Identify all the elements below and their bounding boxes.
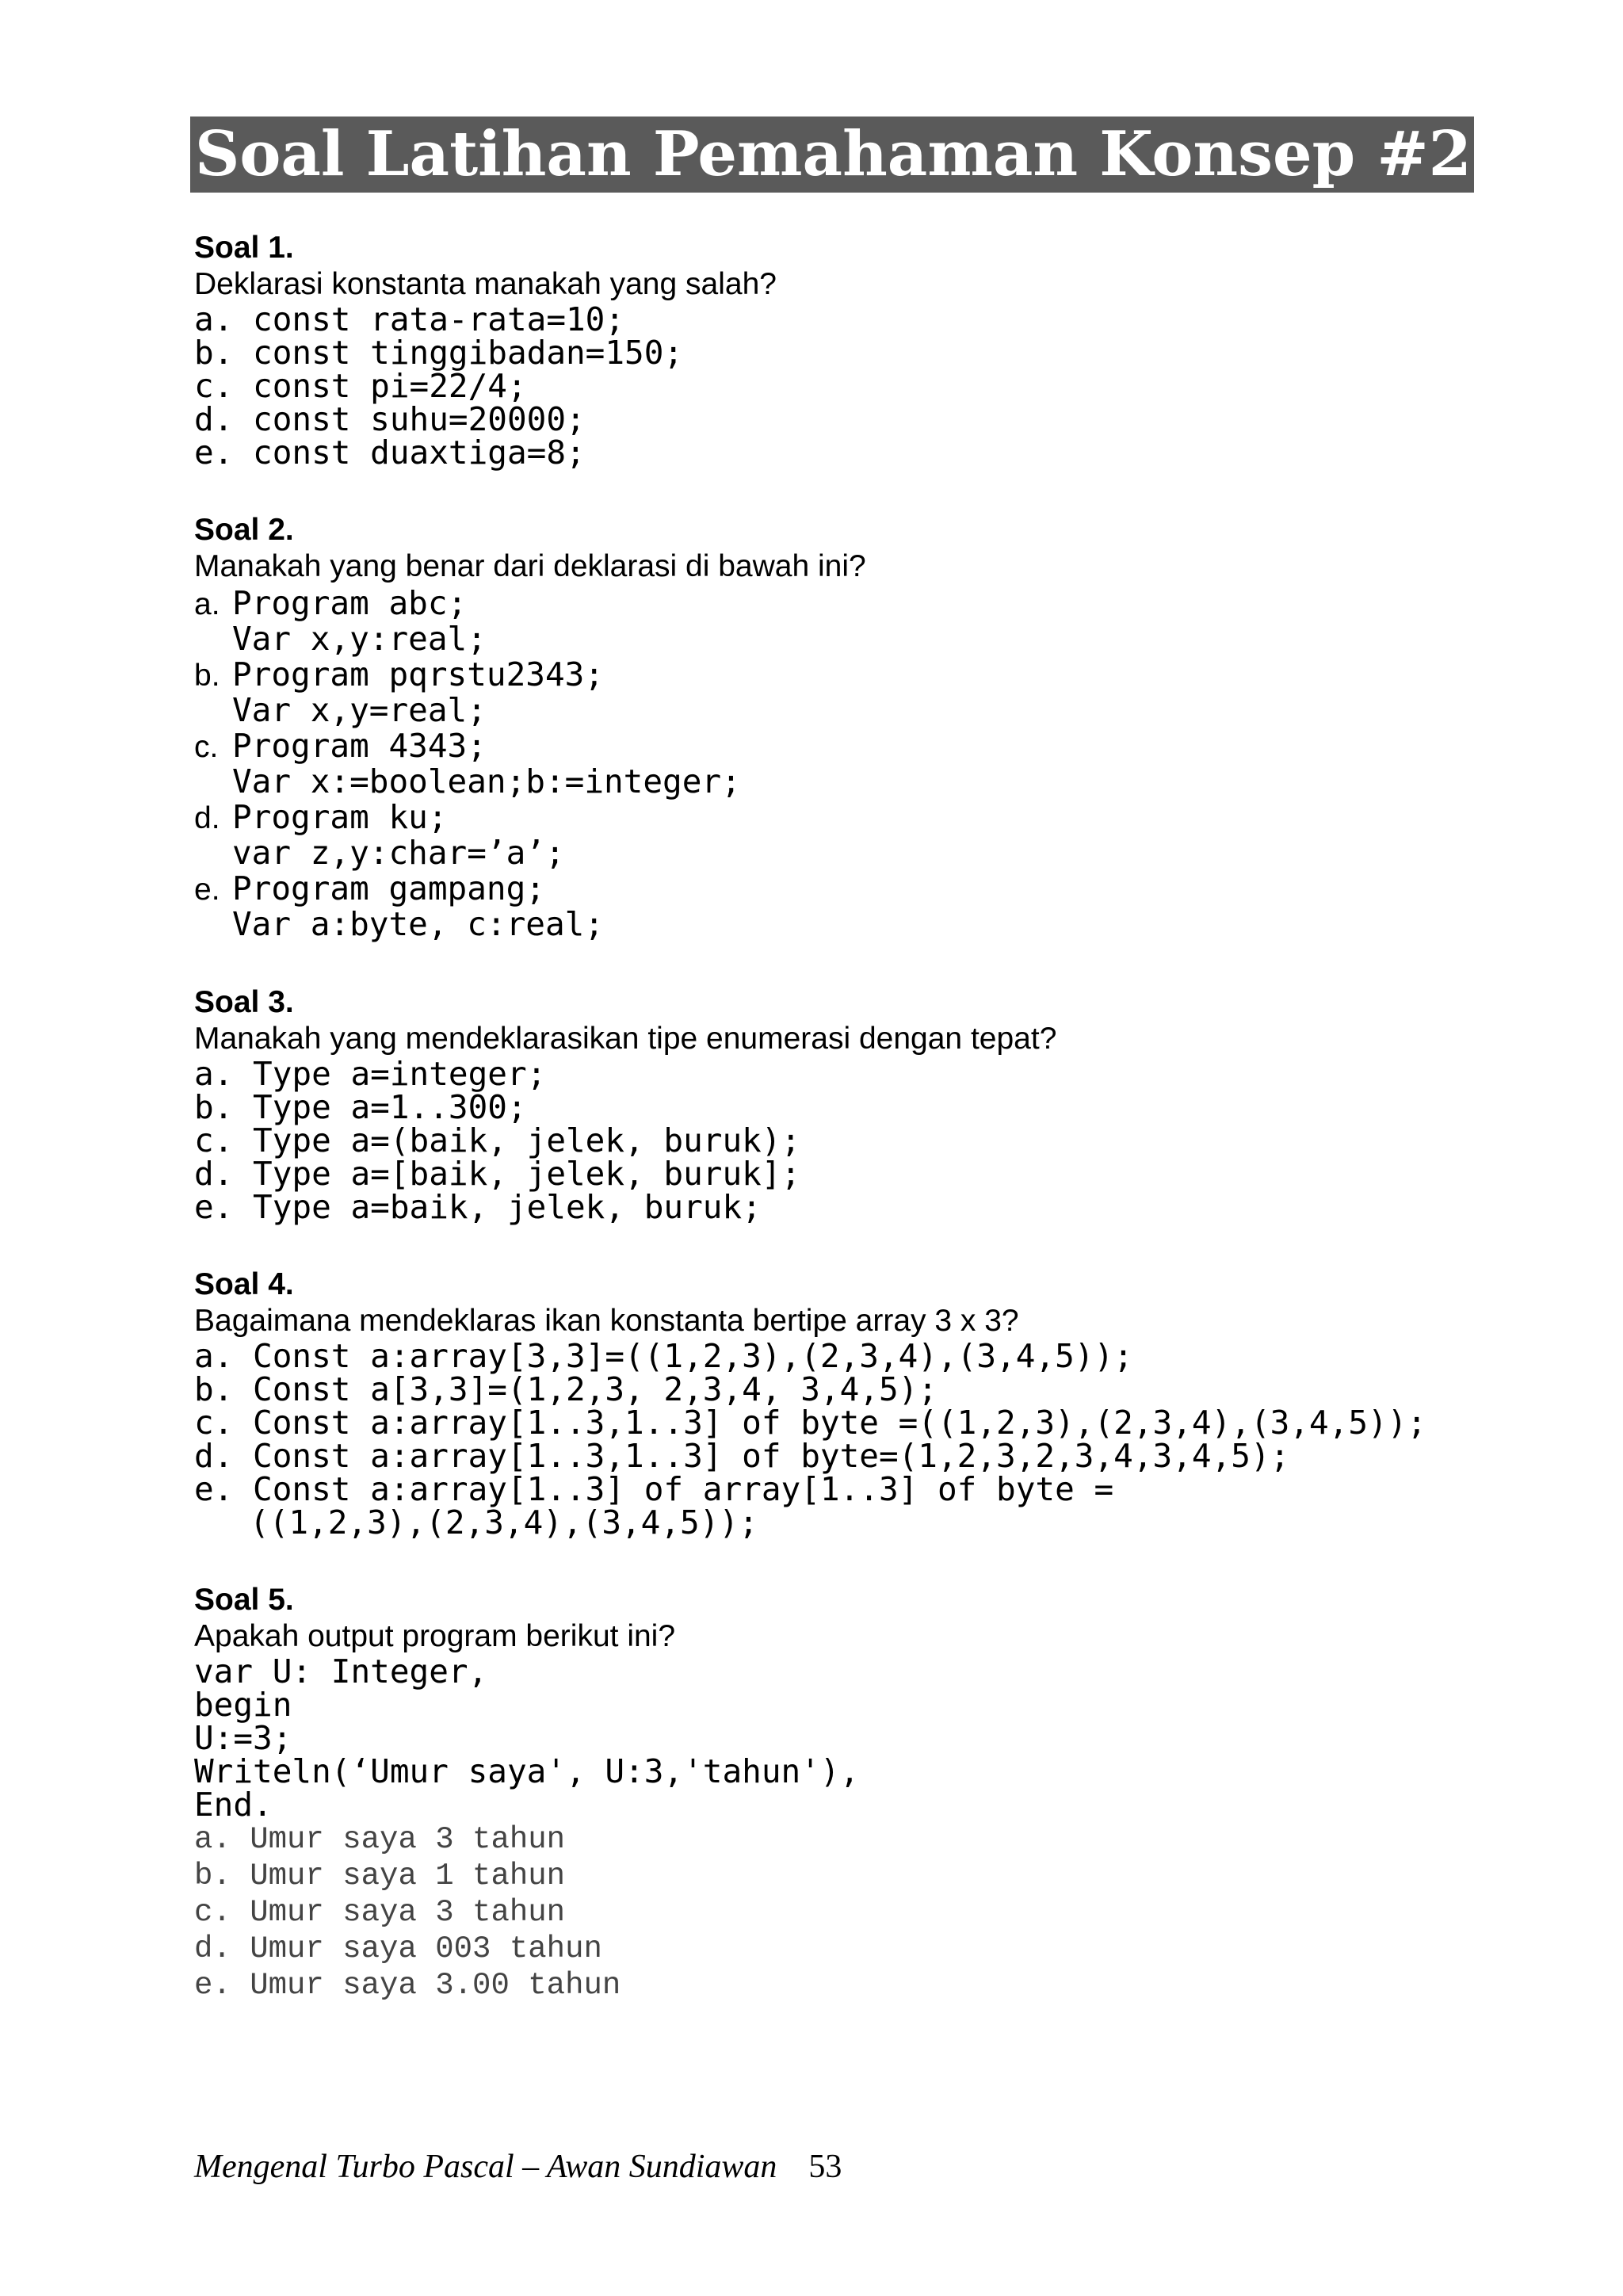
code-line: U:=3; — [194, 1719, 292, 1757]
option-code-line: var z,y:char=’a’; — [232, 834, 565, 872]
question-5-option-e: e. Umur saya 3.00 tahun — [194, 1968, 621, 2003]
option-letter: e. — [194, 873, 220, 907]
option-code-line: Var x,y=real; — [232, 691, 487, 729]
option-code-line: Program abc; — [232, 584, 468, 622]
option-code-line: Program pqrstu2343; — [232, 655, 604, 693]
question-1-option-b: b. const tinggibadan=150; — [194, 334, 684, 372]
code-line: Writeln(‘Umur saya', U:3,'tahun'), — [194, 1752, 860, 1790]
option-code-line: Program ku; — [232, 798, 448, 836]
question-2-option-a — [194, 585, 1541, 621]
question-1-option-c: c. const pi=22/4; — [194, 367, 527, 405]
footer-text: Mengenal Turbo Pascal – Awan Sundiawan — [194, 2149, 777, 2185]
title-bar — [190, 117, 1474, 193]
question-5-option-d: d. Umur saya 003 tahun — [194, 1931, 602, 1966]
page-footer — [194, 2148, 842, 2186]
question-1-option-d: d. const suhu=20000; — [194, 400, 586, 438]
question-5-option-a: a. Umur saya 3 tahun — [194, 1822, 566, 1857]
question-4-option-b: b. Const a[3,3]=(1,2,3, 2,3,4, 3,4,5); — [194, 1370, 938, 1408]
question-3 — [194, 984, 1541, 1224]
option-letter: c. — [194, 730, 219, 764]
option-code-line: Program 4343; — [232, 727, 487, 765]
question-5-option-b: b. Umur saya 1 tahun — [194, 1859, 566, 1893]
question-1 — [194, 230, 1541, 472]
option-code-line: Var x:=boolean;b:=integer; — [232, 762, 741, 800]
question-4-option-d: d. Const a:array[1..3,1..3] of byte=(1,2,3,2,3,4,3,4,5); — [194, 1437, 1290, 1475]
content — [194, 230, 1541, 2004]
question-4-option-e-continuation: ((1,2,3),(2,3,4),(3,4,5)); — [250, 1503, 758, 1541]
question-3-option-e: e. Type a=baik, jelek, buruk; — [194, 1188, 762, 1226]
question-2-option-e — [194, 870, 1541, 907]
question-3-heading: Soal 3. — [194, 985, 294, 1019]
option-code-line: Program gampang; — [232, 869, 545, 907]
option-letter: a. — [194, 587, 220, 621]
question-4-prompt: Bagaimana mendeklaras ikan konstanta bertipe array 3 x 3? — [194, 1304, 1019, 1338]
question-3-prompt: Manakah yang mendeklarasikan tipe enumerasi dengan tepat? — [194, 1022, 1057, 1056]
question-2-option-d — [194, 799, 1541, 835]
question-2-prompt: Manakah yang benar dari deklarasi di bawah ini? — [194, 549, 866, 583]
question-1-option-a: a. const rata-rata=10; — [194, 300, 625, 338]
question-4-option-c: c. Const a:array[1..3,1..3] of byte =((1,2,3),(2,3,4),(3,4,5)); — [194, 1404, 1427, 1442]
question-3-option-d: d. Type a=[baik, jelek, buruk]; — [194, 1155, 801, 1193]
question-1-prompt: Deklarasi konstanta manakah yang salah? — [194, 267, 777, 301]
question-4-option-e: e. Const a:array[1..3] of array[1..3] of byte = — [194, 1470, 1114, 1508]
question-5 — [194, 1582, 1541, 2004]
code-line: var U: Integer, — [194, 1652, 488, 1690]
code-line: End. — [194, 1786, 273, 1824]
question-1-heading: Soal 1. — [194, 231, 294, 265]
question-5-prompt: Apakah output program berikut ini? — [194, 1619, 676, 1653]
question-3-option-b: b. Type a=1..300; — [194, 1088, 527, 1126]
question-2 — [194, 512, 1541, 942]
question-4 — [194, 1266, 1541, 1539]
question-3-option-c: c. Type a=(baik, jelek, buruk); — [194, 1121, 801, 1159]
question-4-heading: Soal 4. — [194, 1267, 294, 1301]
question-1-option-e: e. const duaxtiga=8; — [194, 434, 586, 472]
option-code-line: Var x,y:real; — [232, 620, 487, 658]
code-line: begin — [194, 1686, 292, 1724]
question-2-heading: Soal 2. — [194, 513, 294, 547]
page-title: Soal Latihan Pemahaman Konsep #2 — [195, 118, 1472, 190]
question-2-option-c — [194, 728, 1541, 764]
option-code-line: Var a:byte, c:real; — [232, 905, 604, 943]
option-letter: b. — [194, 659, 220, 693]
question-2-option-b — [194, 656, 1541, 693]
page-number: 53 — [808, 2149, 842, 2185]
question-5-option-c: c. Umur saya 3 tahun — [194, 1895, 566, 1930]
question-3-option-a: a. Type a=integer; — [194, 1055, 547, 1093]
question-5-heading: Soal 5. — [194, 1583, 294, 1617]
question-4-option-a: a. Const a:array[3,3]=((1,2,3),(2,3,4),(3,4,5)); — [194, 1337, 1133, 1375]
option-letter: d. — [194, 801, 220, 835]
